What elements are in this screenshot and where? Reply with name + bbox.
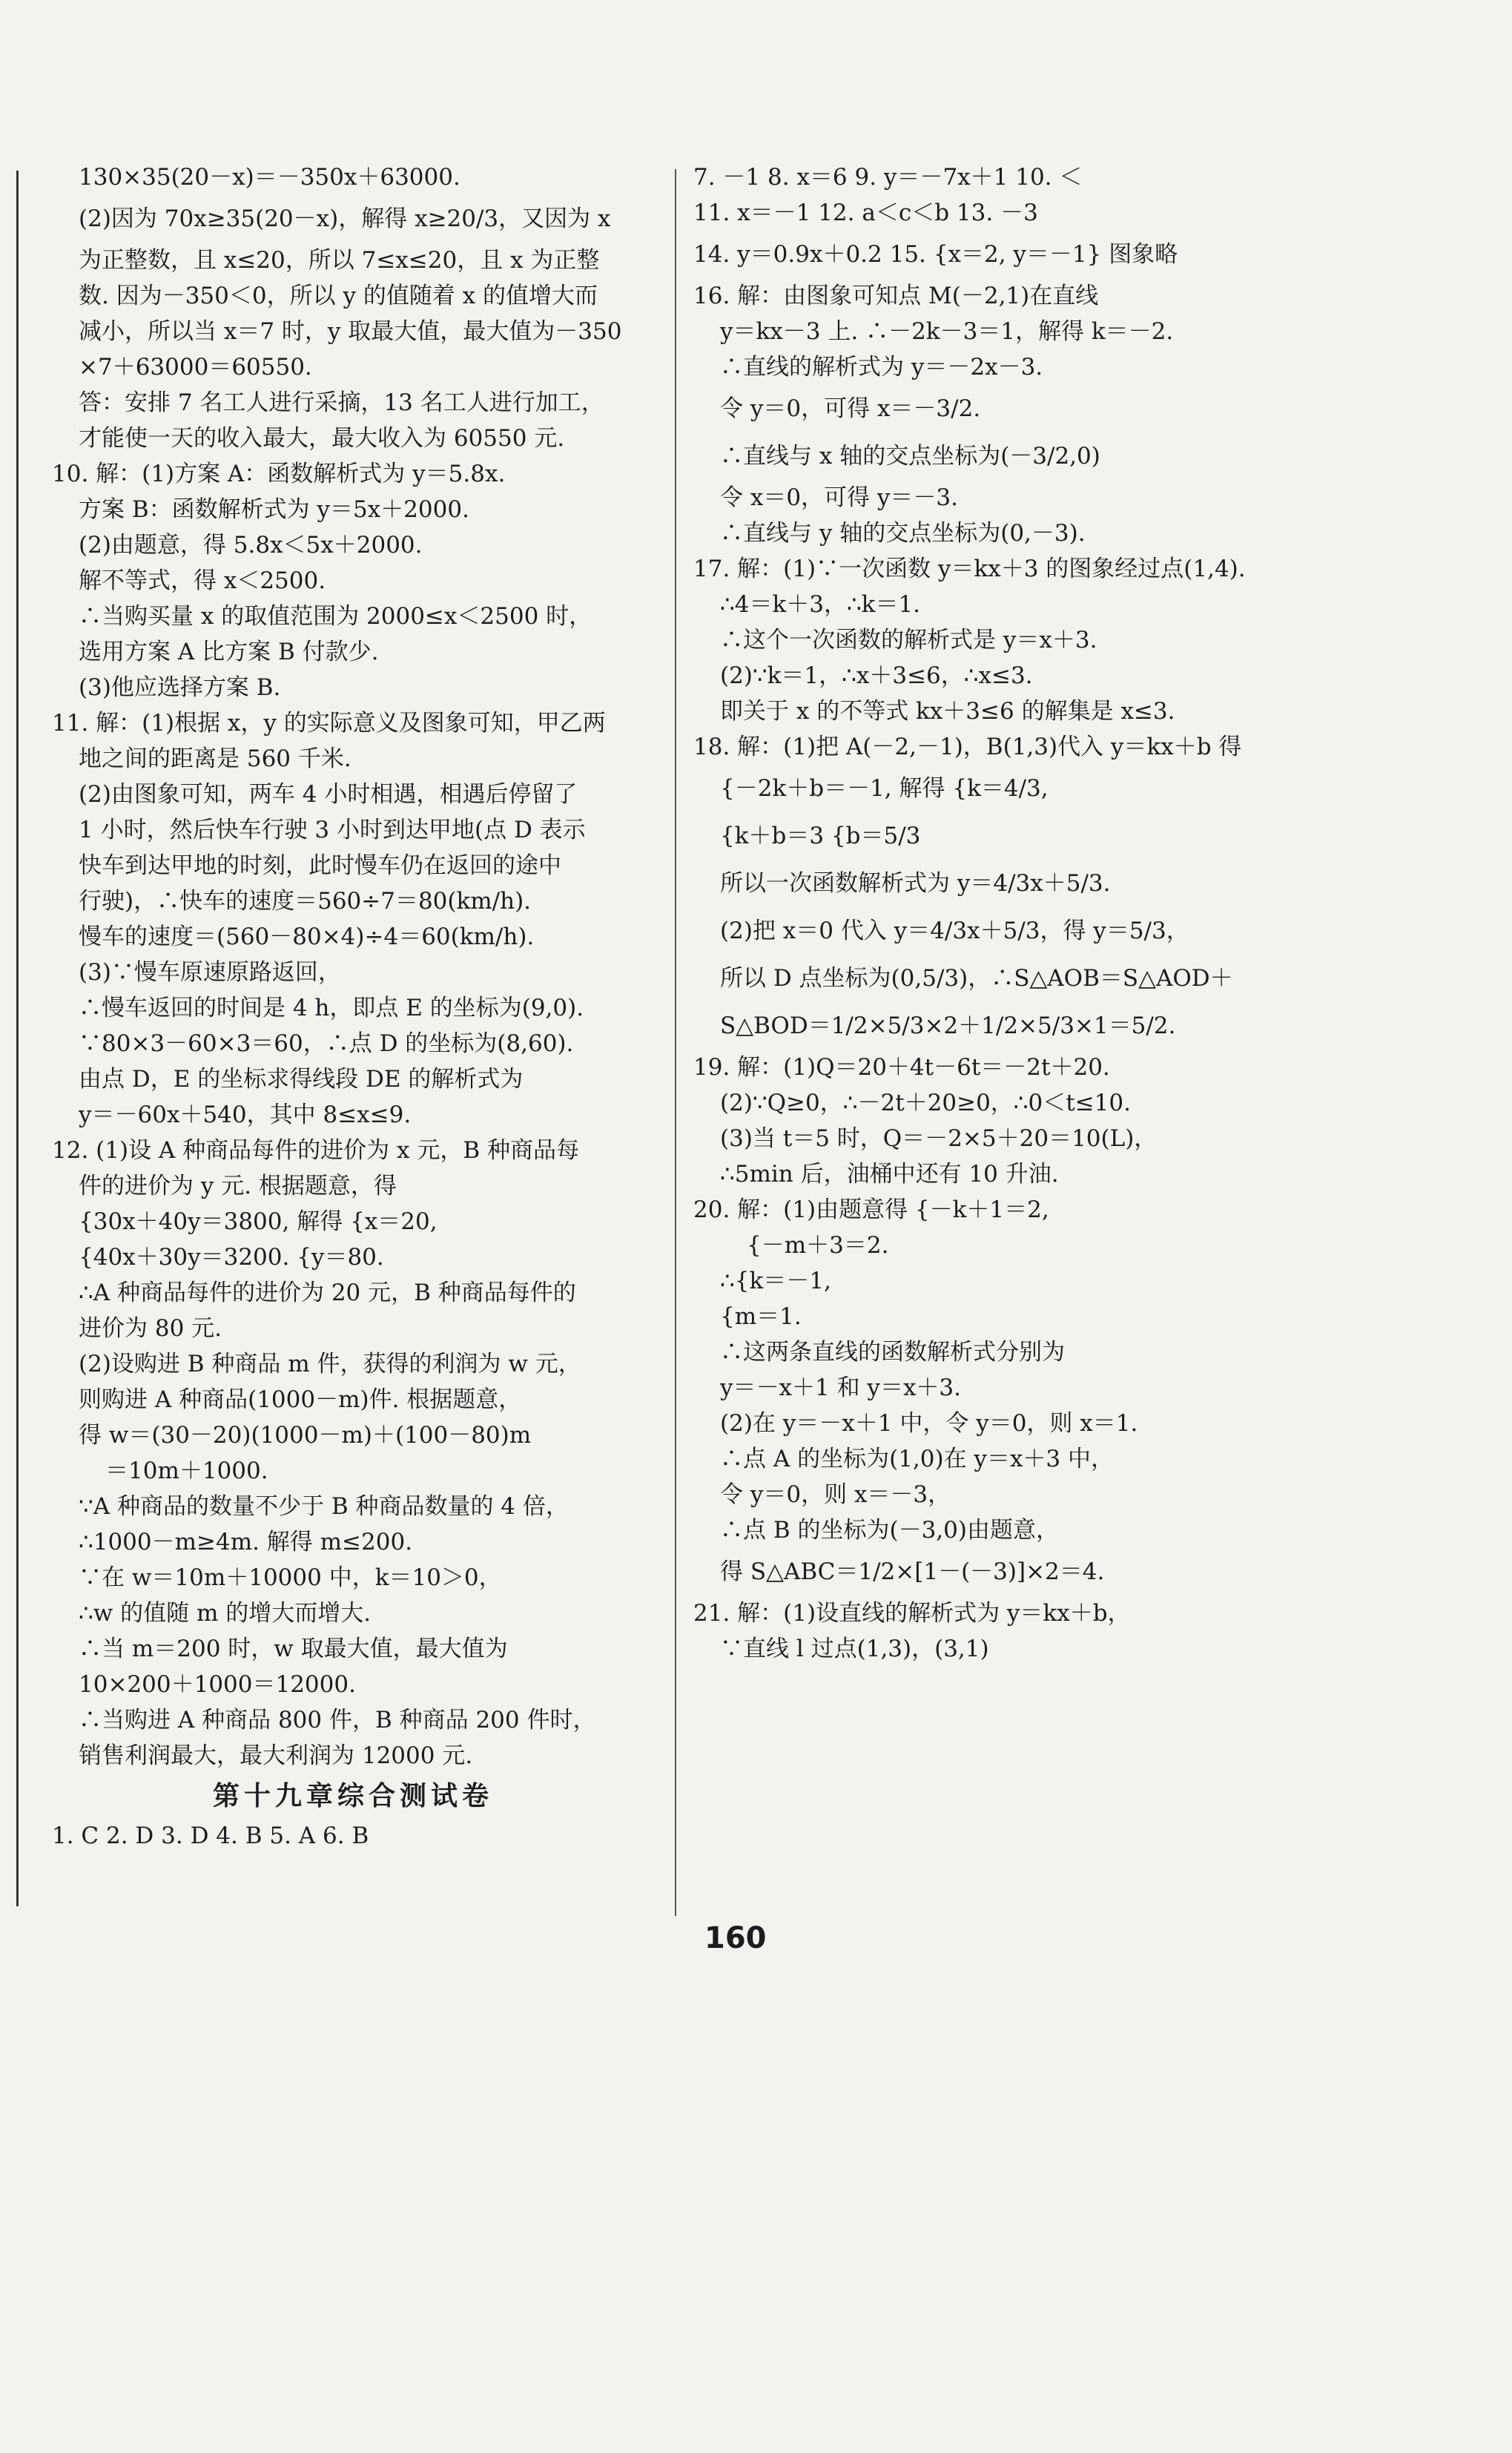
answer-line: (2)由题意，得 5.8x＜5x＋2000. (79, 532, 423, 559)
answer-line: 进价为 80 元. (79, 1315, 222, 1342)
answer-line: 令 y＝0，可得 x＝－3/2. (720, 395, 981, 422)
answer-line: 12. (1)设 A 种商品每件的进价为 x 元，B 种商品每 (52, 1137, 579, 1164)
answer-line: 所以一次函数解析式为 y＝4/3x＋5/3. (720, 870, 1111, 897)
answer-line: 得 w＝(30－20)(1000－m)＋(100－80)m (79, 1422, 532, 1449)
answer-line: ∴{k＝－1, (720, 1268, 831, 1294)
answer-line: 数. 因为－350＜0，所以 y 的值随着 x 的值增大而 (79, 283, 598, 309)
answer-line: {m＝1. (720, 1303, 802, 1330)
answer-line: (2)因为 70x≥35(20－x)，解得 x≥20/3，又因为 x (79, 205, 611, 232)
right-column (693, 159, 1479, 1667)
answer-line: 行驶)，∴快车的速度＝560÷7＝80(km/h). (79, 888, 532, 915)
answer-line: 销售利润最大，最大利润为 12000 元. (79, 1742, 473, 1769)
answer-line: (2)由图象可知，两车 4 小时相遇，相遇后停留了 (79, 781, 578, 808)
answer-line: {30x＋40y＝3800, 解得 {x＝20, (79, 1208, 438, 1235)
answer-line: 选用方案 A 比方案 B 付款少. (79, 639, 379, 665)
answer-line: ∵A 种商品的数量不少于 B 种商品数量的 4 倍， (79, 1493, 569, 1520)
answer-line: 得 S△ABC＝1/2×[1－(－3)]×2＝4. (720, 1558, 1105, 1585)
answer-line: (2)∵Q≥0，∴－2t＋20≥0，∴0＜t≤10. (720, 1090, 1131, 1116)
page-number: 160 (704, 1921, 767, 1955)
answer-line: ∴这个一次函数的解析式是 y＝x＋3. (720, 627, 1097, 653)
answer-line: 130×35(20－x)＝－350x＋63000. (79, 164, 460, 191)
answer-line: ∴直线与 y 轴的交点坐标为(0,－3). (720, 520, 1086, 547)
answer-line: 7. －1 8. x＝6 9. y＝－7x＋1 10. ＜ (693, 164, 1083, 191)
answer-line: 11. x＝－1 12. a＜c＜b 13. －3 (693, 200, 1038, 226)
answer-line: ×7＋63000＝60550. (79, 354, 312, 381)
answer-line: ∴4＝k＋3，∴k＝1. (720, 591, 921, 618)
answer-line: ∴慢车返回的时间是 4 h，即点 E 的坐标为(9,0). (79, 995, 584, 1021)
answer-line: 所以 D 点坐标为(0,5/3)，∴S△AOB＝S△AOD＋ (720, 965, 1233, 992)
answer-line: ∴直线的解析式为 y＝－2x－3. (720, 354, 1043, 381)
answer-line: (2)∵k＝1，∴x＋3≤6，∴x≤3. (720, 662, 1033, 689)
answer-line: 17. 解：(1)∵一次函数 y＝kx＋3 的图象经过点(1,4). (693, 556, 1246, 582)
answer-line: {－m＋3＝2. (747, 1232, 889, 1259)
answer-line: ∴1000－m≥4m. 解得 m≤200. (79, 1529, 413, 1555)
answer-line: ∴当购买量 x 的取值范围为 2000≤x＜2500 时， (79, 603, 592, 630)
answer-line: {40x＋30y＝3200. {y＝80. (79, 1244, 384, 1271)
answer-line: (3)∵慢车原速原路返回， (79, 959, 341, 986)
answer-line: ∴当 m＝200 时，w 取最大值，最大值为 (79, 1636, 508, 1662)
answer-line: 令 y＝0，则 x＝－3， (720, 1481, 951, 1508)
answer-line: 11. 解：(1)根据 x，y 的实际意义及图象可知，甲乙两 (52, 710, 606, 737)
answer-line: ∴5min 后，油桶中还有 10 升油. (720, 1161, 1059, 1188)
answer-line: 即关于 x 的不等式 kx＋3≤6 的解集是 x≤3. (720, 698, 1175, 725)
chapter-heading: 第十九章综合测试卷 (212, 1780, 493, 1811)
answer-line: 件的进价为 y 元. 根据题意，得 (79, 1173, 397, 1199)
answer-line: ∴这两条直线的函数解析式分别为 (720, 1339, 1065, 1366)
answer-line: ∴A 种商品每件的进价为 20 元，B 种商品每件的 (79, 1280, 576, 1306)
answer-line: 16. 解：由图象可知点 M(－2,1)在直线 (693, 283, 1099, 309)
answer-line: 1 小时，然后快车行驶 3 小时到达甲地(点 D 表示 (79, 817, 586, 843)
answer-line: ∴w 的值随 m 的增大而增大. (79, 1600, 372, 1627)
answer-line: 为正整数，且 x≤20，所以 7≤x≤20，且 x 为正整 (79, 247, 600, 274)
answer-line: ∵直线 l 过点(1,3)，(3,1) (720, 1636, 989, 1662)
answer-line: y＝－60x＋540，其中 8≤x≤9. (79, 1102, 412, 1128)
answer-line: 由点 D，E 的坐标求得线段 DE 的解析式为 (79, 1066, 524, 1093)
answer-line: 则购进 A 种商品(1000－m)件. 根据题意， (79, 1386, 522, 1413)
answer-line: (2)把 x＝0 代入 y＝4/3x＋5/3，得 y＝5/3， (720, 918, 1189, 944)
answer-line: 令 x＝0，可得 y＝－3. (720, 484, 959, 511)
answer-line: ∵在 w＝10m＋10000 中，k＝10＞0， (79, 1564, 502, 1591)
answer-line: 14. y＝0.9x＋0.2 15. {x＝2, y＝－1} 图象略 (693, 241, 1178, 268)
answer-line: 才能使一天的收入最大，最大收入为 60550 元. (79, 425, 565, 452)
answer-line: ∴当购进 A 种商品 800 件，B 种商品 200 件时， (79, 1707, 596, 1733)
answer-line: ∴点 A 的坐标为(1,0)在 y＝x＋3 中， (720, 1446, 1115, 1472)
choice-answers: 1. C 2. D 3. D 4. B 5. A 6. B (52, 1823, 369, 1849)
answer-line: {k＋b＝3 {b＝5/3 (720, 823, 921, 849)
answer-line: ∵80×3－60×3＝60，∴点 D 的坐标为(8,60). (79, 1030, 574, 1057)
answer-line: ＝10m＋1000. (105, 1458, 268, 1484)
answer-line: 18. 解：(1)把 A(－2,－1)，B(1,3)代入 y＝kx＋b 得 (693, 734, 1242, 760)
answer-line: 19. 解：(1)Q＝20＋4t－6t＝－2t＋20. (693, 1054, 1110, 1081)
answer-line: y＝－x＋1 和 y＝x＋3. (720, 1374, 961, 1401)
answer-line: 10×200＋1000＝12000. (79, 1671, 356, 1698)
answer-line: {－2k＋b＝－1, 解得 {k＝4/3, (720, 775, 1049, 802)
answer-line: 快车到达甲地的时刻，此时慢车仍在返回的途中 (79, 852, 561, 879)
answer-line: (3)当 t＝5 时，Q＝－2×5＋20＝10(L)， (720, 1125, 1158, 1152)
answer-line: (3)他应选择方案 B. (79, 674, 281, 701)
answer-line: 答：安排 7 名工人进行采摘，13 名工人进行加工， (79, 389, 604, 416)
answer-line: 地之间的距离是 560 千米. (79, 745, 351, 772)
answer-line: ∴直线与 x 轴的交点坐标为(－3/2,0) (720, 443, 1100, 470)
answer-line: 方案 B：函数解析式为 y＝5x＋2000. (79, 496, 469, 523)
answer-line: 10. 解：(1)方案 A：函数解析式为 y＝5.8x. (52, 461, 506, 487)
answer-line: 减小，所以当 x＝7 时，y 取最大值，最大值为－350 (79, 318, 622, 345)
left-margin-rule (16, 171, 19, 1906)
answer-line: 21. 解：(1)设直线的解析式为 y＝kx＋b， (693, 1600, 1131, 1627)
answer-line: y＝kx－3 上. ∴－2k－3＝1，解得 k＝－2. (720, 318, 1174, 345)
column-divider (675, 169, 676, 1916)
answer-line: ∴点 B 的坐标为(－3,0)由题意， (720, 1517, 1059, 1544)
answer-line: 慢车的速度＝(560－80×4)÷4＝60(km/h). (79, 923, 535, 950)
answer-line: 20. 解：(1)由题意得 {－k＋1＝2, (693, 1196, 1049, 1223)
left-column (52, 159, 654, 1854)
answer-line: 解不等式，得 x＜2500. (79, 567, 326, 594)
answer-line: (2)设购进 B 种商品 m 件，获得的利润为 w 元， (79, 1351, 581, 1377)
answer-line: (2)在 y＝－x＋1 中，令 y＝0，则 x＝1. (720, 1410, 1138, 1437)
answer-line: S△BOD＝1/2×5/3×2＋1/2×5/3×1＝5/2. (720, 1013, 1176, 1039)
